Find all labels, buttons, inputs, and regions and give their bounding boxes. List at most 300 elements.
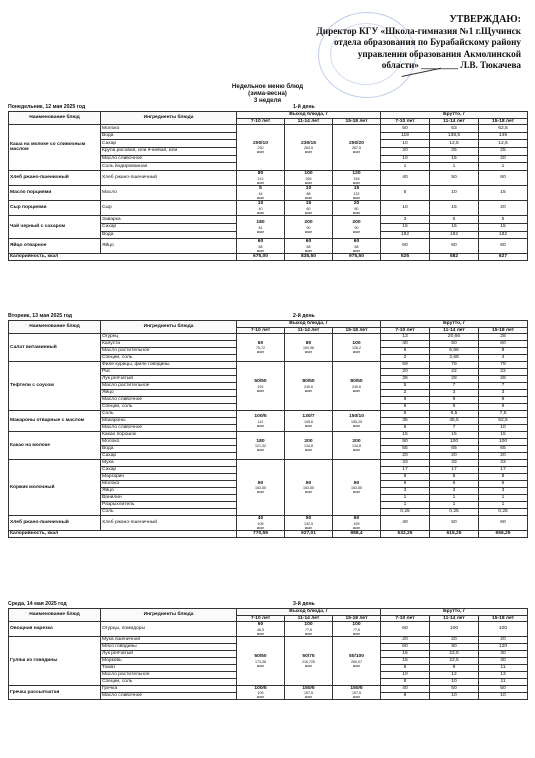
gross-value: 6 <box>381 481 430 488</box>
yield-value: 50/50 <box>254 379 267 385</box>
ingredient-name: Масло растительное <box>101 348 237 355</box>
yield-value: 100/5 <box>254 685 267 691</box>
yield-value: 60 <box>353 516 360 522</box>
header-age: 15-18 лет <box>479 615 528 622</box>
kcal-unit: ккал <box>352 150 361 155</box>
ingredient-name: Огурец <box>101 334 237 341</box>
gross-value: 119 <box>381 132 430 140</box>
ingredient-name: Специи, соль <box>101 678 237 685</box>
kcal-unit: ккал <box>352 423 361 428</box>
dish-name: Тефтели с соусом <box>9 362 101 411</box>
gross-value: 30 <box>479 657 528 664</box>
kcal-value: 60 <box>306 207 311 212</box>
calorie-row <box>9 530 528 537</box>
gross-value: 60 <box>479 239 528 254</box>
yield-cell <box>333 411 381 432</box>
kcal-value: 126,2 <box>352 346 361 351</box>
gross-value: 50 <box>430 170 479 185</box>
header-row <box>9 321 528 328</box>
gross-value: 6,5 <box>430 411 479 418</box>
yield-value: 50 <box>305 480 312 486</box>
kcal-unit: ккал <box>352 663 361 668</box>
kcal-unit: ккал <box>304 350 313 355</box>
yield-cell <box>285 201 333 216</box>
kcal-unit: ккал <box>256 631 265 636</box>
gross-value: 12,5 <box>479 140 528 148</box>
header-yield: Выход блюда, г <box>237 112 381 119</box>
kcal-value: 163,55 <box>351 486 362 491</box>
kcal-unit: ккал <box>304 490 313 495</box>
gross-value: 1 <box>381 163 430 171</box>
gross-value: 9 <box>430 664 479 671</box>
gross-value: 13 <box>381 334 430 341</box>
yield-cell <box>237 516 285 531</box>
dish-name: Каша на молоке со сливочным маслом <box>9 125 101 171</box>
kcal-unit: ккал <box>352 180 361 185</box>
kcal-unit: ккал <box>304 150 313 155</box>
gross-value: 10 <box>430 185 479 200</box>
yield-cell <box>237 432 285 460</box>
gross-value: 15 <box>430 432 479 439</box>
kcal-value: 260,07 <box>351 659 362 664</box>
ingredient-name: Яйцо <box>101 488 237 495</box>
gross-value: 5 <box>381 185 430 200</box>
kcal-value: 77,5 <box>353 627 360 632</box>
kcal-value: 46,5 <box>257 627 264 632</box>
gross-value: 33 <box>479 460 528 467</box>
kcal-value: 163,55 <box>303 486 314 491</box>
ingredient-name: Огурцы, помидоры <box>101 622 237 637</box>
gross-value: 25 <box>430 147 479 155</box>
day-section <box>8 103 527 261</box>
gross-value: 5 <box>381 383 430 390</box>
gross-value: 1 <box>381 495 430 502</box>
ingredient-name: Гречка <box>101 685 237 692</box>
gross-value: 5 <box>479 216 528 224</box>
gross-value: 100 <box>430 622 479 637</box>
header-age: 7-10 лет <box>237 327 285 334</box>
yield-cell <box>285 432 333 460</box>
gross-value: 2,68 <box>430 355 479 362</box>
kcal-unit: ккал <box>256 490 265 495</box>
gross-value: 25 <box>479 147 528 155</box>
yield-cell <box>333 185 381 200</box>
yield-value: 200 <box>304 220 313 226</box>
ingredient-name: Морковь <box>101 657 237 664</box>
yield-cell <box>333 432 381 460</box>
kcal-unit: ккал <box>256 663 265 668</box>
gross-value: 40 <box>381 516 430 531</box>
calorie-value: 627 <box>479 254 528 261</box>
yield-value: 250/20 <box>349 140 364 146</box>
gross-value: 15 <box>430 155 479 163</box>
kcal-value: 68 <box>258 244 263 249</box>
gross-value: 10 <box>430 678 479 685</box>
yield-cell <box>333 516 381 531</box>
kcal-unit: ккал <box>256 248 265 253</box>
yield-value: 80/50 <box>350 379 363 385</box>
gross-value: 40 <box>381 341 430 348</box>
ingredient-name: Масло растительное <box>101 383 237 390</box>
ingredient-name: Филе курицы, филе говядины <box>101 362 237 369</box>
gross-value: 182 <box>479 231 528 239</box>
yield-value: 100 <box>352 340 361 346</box>
gross-value: 1 <box>381 502 430 509</box>
approval-region: области» <box>381 60 419 70</box>
kcal-value: 192 <box>257 384 264 389</box>
gross-value: 3 <box>430 390 479 397</box>
gross-value: 15 <box>479 432 528 439</box>
approval-line-5: области» ________ Л.В. Тюкачева <box>381 60 521 70</box>
gross-value: 50 <box>430 516 479 531</box>
gross-value: 17 <box>479 467 528 474</box>
ingredient-name: Вода <box>101 446 237 453</box>
gross-value: 3 <box>381 216 430 224</box>
calorie-value: 927,01 <box>285 530 333 537</box>
header-dish: Наименование блюд <box>9 609 101 622</box>
kcal-unit: ккал <box>352 388 361 393</box>
ingredient-name: Томат <box>101 664 237 671</box>
kcal-unit: ккал <box>304 525 313 530</box>
ingredient-name: Макароны <box>101 418 237 425</box>
gross-value: 7,5 <box>479 411 528 418</box>
gross-value: 5 <box>430 216 479 224</box>
yield-value: 40 <box>257 516 264 522</box>
ingredient-name: Масло сливочное <box>101 397 237 404</box>
gross-value: 20 <box>479 155 528 163</box>
kcal-unit: ккал <box>304 695 313 700</box>
yield-cell <box>333 636 381 685</box>
table-row <box>9 411 528 418</box>
gross-value: 5 <box>381 411 430 418</box>
gross-value: 6,66 <box>430 348 479 355</box>
kcal-unit: ккал <box>256 230 265 234</box>
table-row <box>9 170 528 178</box>
ingredient-name: Ванилин <box>101 495 237 502</box>
kcal-value: 145,6 <box>304 419 313 424</box>
ingredient-name: Лук репчатый <box>101 376 237 383</box>
ingredient-name: Вода <box>101 231 237 239</box>
yield-cell <box>237 411 285 432</box>
yield-cell <box>333 334 381 362</box>
kcal-value: 249,6 <box>352 384 361 389</box>
gross-value: 50 <box>479 685 528 692</box>
gross-value: 11 <box>479 678 528 685</box>
menu-title-block <box>0 83 535 105</box>
header-age: 15-18 лет <box>333 118 381 125</box>
yield-cell <box>237 239 285 254</box>
yield-cell <box>237 460 285 516</box>
ingredient-name: Молоко <box>101 439 237 446</box>
gross-value: 30 <box>479 650 528 657</box>
yield-cell <box>285 636 333 685</box>
day-section <box>8 600 527 700</box>
yield-cell <box>333 460 381 516</box>
gross-value: 50 <box>381 125 430 133</box>
yield-value: 80 <box>305 340 312 346</box>
yield-value: 150/5 <box>350 685 363 691</box>
ingredient-name: Молоко <box>101 481 237 488</box>
gross-value: 10 <box>381 201 430 216</box>
gross-value: 79 <box>479 362 528 369</box>
kcal-unit: ккал <box>352 211 361 216</box>
yield-cell <box>333 170 381 185</box>
kcal-unit: ккал <box>352 195 361 200</box>
gross-value: 35 <box>381 418 430 425</box>
gross-value: 22 <box>479 369 528 376</box>
kcal-unit: ккал <box>256 211 265 216</box>
kcal-unit: ккал <box>352 248 361 253</box>
kcal-value: 173,38 <box>255 659 266 664</box>
kcal-value: 216,725 <box>302 659 315 664</box>
ingredient-name: Масло сливочное <box>101 155 237 163</box>
kcal-value: 157,5 <box>304 691 313 696</box>
gross-value: 60 <box>430 239 479 254</box>
header-dish: Наименование блюд <box>9 112 101 125</box>
yield-value: 5 <box>259 186 262 192</box>
header-age: 11-14 лет <box>430 615 479 622</box>
ingredient-name: Вода <box>101 132 237 140</box>
gross-value: 1 <box>430 495 479 502</box>
gross-value: 22,5 <box>430 650 479 657</box>
menu-season: (зима-весна) <box>248 90 287 98</box>
day-header <box>8 600 527 608</box>
gross-value: 60 <box>381 643 430 650</box>
header-age: 7-10 лет <box>381 615 430 622</box>
gross-value: 60 <box>479 341 528 348</box>
gross-value: 20 <box>479 636 528 643</box>
ingredient-name: Какао порошок <box>101 432 237 439</box>
gross-value: 13 <box>479 671 528 678</box>
yield-cell <box>285 362 333 411</box>
header-ingredients: Ингредиенты блюда <box>101 609 237 622</box>
kcal-value: 100,96 <box>303 346 314 351</box>
table-row <box>9 201 528 209</box>
yield-value: 60 <box>257 239 264 245</box>
ingredient-name: Сахар <box>101 140 237 148</box>
header-age: 15-18 лет <box>479 327 528 334</box>
yield-cell <box>333 239 381 254</box>
header-yield: Выход блюда, г <box>237 321 381 328</box>
gross-value: 33 <box>381 460 430 467</box>
yield-value: 100 <box>352 622 361 628</box>
gross-value: 20 <box>381 453 430 460</box>
header-ingredients: Ингредиенты блюда <box>101 321 237 334</box>
yield-cell <box>285 516 333 531</box>
table-row <box>9 125 528 133</box>
gross-value: 79 <box>430 362 479 369</box>
ingredient-name: Сахар <box>101 223 237 231</box>
day-date: Понедельник, 12 мая 2025 год <box>8 104 86 110</box>
calorie-value: 988,4 <box>333 530 381 537</box>
gross-value: 40 <box>381 685 430 692</box>
yield-value: 100 <box>304 171 313 177</box>
approval-line-2: Директор КГУ «Школа-гимназия №1 г.Щучинск <box>316 25 521 36</box>
yield-value: 50/50 <box>254 653 267 659</box>
gross-value: 65 <box>479 446 528 453</box>
calorie-value: 525 <box>381 254 430 261</box>
ingredient-name: Специи, соль <box>101 355 237 362</box>
yield-cell <box>237 201 285 216</box>
gross-value: 9 <box>430 397 479 404</box>
yield-value: 50 <box>305 516 312 522</box>
kcal-value: 81 <box>258 226 263 230</box>
header-dish: Наименование блюд <box>9 321 101 334</box>
gross-value: 9 <box>430 404 479 411</box>
ingredient-name: Масло растительное <box>101 671 237 678</box>
gross-value: 10 <box>381 155 430 163</box>
day-date: Среда, 14 мая 2025 год <box>8 601 67 607</box>
dish-name: Хлеб ржано-пшеничный <box>9 170 101 185</box>
kcal-unit: ккал <box>352 490 361 495</box>
calorie-label: Калорийность, ккал <box>9 530 237 537</box>
yield-cell <box>285 125 333 171</box>
gross-value: 2 <box>381 355 430 362</box>
yield-cell <box>285 170 333 185</box>
gross-value: 3 <box>479 390 528 397</box>
menu-title: Недельное меню блюд <box>231 83 304 90</box>
kcal-unit: ккал <box>304 248 313 253</box>
dish-name: Какао на молоке <box>9 432 101 460</box>
gross-value: 100 <box>430 439 479 446</box>
yield-cell <box>285 460 333 516</box>
ingredient-name: Масло сливочное <box>101 425 237 432</box>
dish-name: Яйцо отварное <box>9 239 101 254</box>
dish-name: Гуляш из говядины <box>9 636 101 685</box>
ingredient-name: Мука <box>101 460 237 467</box>
kcal-value: 75,72 <box>256 346 265 351</box>
yield-cell <box>333 685 381 700</box>
table-row <box>9 239 528 247</box>
gross-value: 17 <box>381 467 430 474</box>
calorie-value: 835,50 <box>285 254 333 261</box>
yield-cell <box>237 170 285 185</box>
yield-cell <box>237 636 285 685</box>
kcal-unit: ккал <box>256 180 265 185</box>
ingredient-name: Соль йодированная <box>101 163 237 171</box>
kcal-unit: ккал <box>304 663 313 668</box>
gross-value: 20 <box>430 453 479 460</box>
yield-cell <box>285 411 333 432</box>
gross-value: 5 <box>381 664 430 671</box>
gross-value: 149 <box>479 132 528 140</box>
kcal-unit: ккал <box>256 423 265 428</box>
gross-value: 59 <box>381 362 430 369</box>
yield-value: 200/10 <box>253 140 268 146</box>
gross-value: 15 <box>381 650 430 657</box>
table-row <box>9 216 528 224</box>
kcal-value: 318 <box>353 176 360 181</box>
gross-value: 5 <box>381 425 430 432</box>
gross-value: 15 <box>381 432 430 439</box>
header-age: 11-14 лет <box>430 327 479 334</box>
kcal-value: 230 <box>257 146 264 151</box>
yield-value: 200 <box>352 220 361 226</box>
yield-cell <box>285 334 333 362</box>
kcal-value: 90 <box>354 226 359 230</box>
gross-value: 45,5 <box>430 418 479 425</box>
yield-cell <box>285 622 333 637</box>
gross-value: 52,5 <box>479 418 528 425</box>
kcal-unit: ккал <box>256 448 265 453</box>
kcal-unit: ккал <box>304 195 313 200</box>
ingredient-name: Соль <box>101 411 237 418</box>
kcal-unit: ккал <box>304 388 313 393</box>
dish-name: Овощная нарезка <box>9 622 101 637</box>
yield-value: 180 <box>256 220 265 226</box>
gross-value: 120 <box>479 643 528 650</box>
gross-value: 8 <box>430 474 479 481</box>
kcal-unit: ккал <box>304 180 313 185</box>
kcal-value: 265 <box>305 176 312 181</box>
gross-value: 3 <box>479 488 528 495</box>
gross-value: 20 <box>479 201 528 216</box>
header-age: 15-18 лет <box>333 615 381 622</box>
gross-value: 0,25 <box>381 509 430 516</box>
header-row <box>9 609 528 616</box>
gross-value: 40 <box>381 170 430 185</box>
kcal-value: 134,8 <box>352 444 361 449</box>
ingredient-name: Заварка <box>101 216 237 224</box>
dish-name: Гречка рассыпчатая <box>9 685 101 700</box>
gross-value: 15 <box>381 657 430 664</box>
yield-cell <box>237 125 285 171</box>
kcal-value: 264,5 <box>304 146 313 151</box>
ingredient-name: Мясо говядины <box>101 643 237 650</box>
yield-value: 150/10 <box>349 414 364 420</box>
kcal-unit: ккал <box>304 230 313 234</box>
day-number: 1-й день <box>293 104 315 110</box>
gross-value: 2 <box>381 390 430 397</box>
gross-value: 28 <box>430 376 479 383</box>
day-section <box>8 312 527 538</box>
table-row <box>9 636 528 643</box>
gross-value: 60 <box>479 516 528 531</box>
gross-value: 12,5 <box>430 140 479 148</box>
gross-value: 3 <box>430 488 479 495</box>
kcal-value: 163,55 <box>255 486 266 491</box>
ingredient-name: Специи, соль <box>101 404 237 411</box>
yield-value: 50 <box>257 480 264 486</box>
gross-value: 3 <box>381 488 430 495</box>
header-age: 7-10 лет <box>237 118 285 125</box>
table-row <box>9 516 528 523</box>
gross-value: 15 <box>430 223 479 231</box>
yield-value: 60 <box>257 622 264 628</box>
gross-value: 182 <box>430 231 479 239</box>
kcal-value: 212 <box>257 176 264 181</box>
gross-value: 1 <box>430 502 479 509</box>
table-row <box>9 185 528 193</box>
gross-value: 10 <box>430 693 479 700</box>
kcal-unit: ккал <box>304 211 313 216</box>
gross-value: 8 <box>381 693 430 700</box>
yield-value: 60 <box>305 239 312 245</box>
yield-cell <box>237 334 285 362</box>
yield-cell <box>237 216 285 239</box>
yield-cell <box>333 216 381 239</box>
header-age: 15-18 лет <box>479 118 528 125</box>
table-row <box>9 432 528 439</box>
day-number: 2-й день <box>293 313 315 319</box>
gross-value: 90 <box>381 439 430 446</box>
ingredient-name: Сахар <box>101 453 237 460</box>
calorie-value: 532,25 <box>381 530 430 537</box>
gross-value: 8 <box>381 474 430 481</box>
gross-value: 8 <box>381 678 430 685</box>
kcal-value: 77,5 <box>305 627 312 632</box>
calorie-value: 656,25 <box>479 530 528 537</box>
